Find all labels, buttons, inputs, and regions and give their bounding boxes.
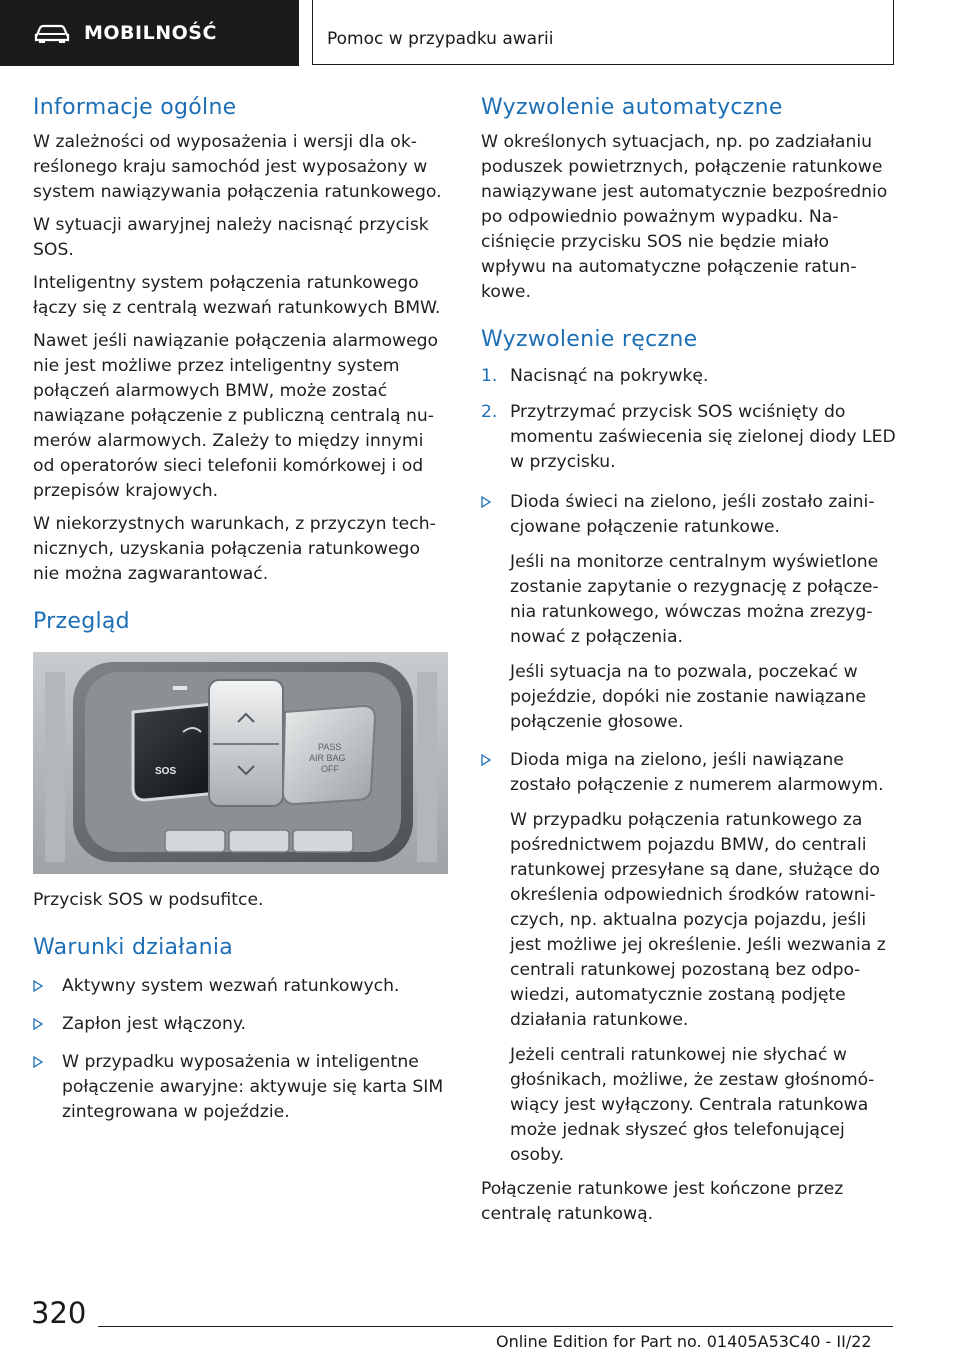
list-item-text: Dioda miga na zielono, jeśli nawiązane zostało połączenie z numerem alarmowym. <box>510 750 884 795</box>
step-item <box>481 400 896 475</box>
step-number: 1. <box>481 366 498 386</box>
heading-overview: Przegląd <box>33 609 130 634</box>
list-item-text: Dioda świeci na zielono, jeśli zostało zainicjowane połączenie ratunkowe. <box>510 492 875 537</box>
list-item-subtext: W przypadku połączenia ratunkowego za pośrednictwem pojazdu BMW, do centrali ratunkowej przesyłane są dane, służące do określenia odpowiednich środków ratowniczych, np. aktualna pozycja pojazdu, jeśli jest możliwe jej określenie. Jeśli wezwania z centrali ratunkowej pozostaną bez odpowiedzi, automatycznie zostaną podjęte działania ratunkowe. <box>510 810 886 1030</box>
triangle-bullet-icon <box>33 1056 43 1068</box>
paragraph: W określonych sytuacjach, np. po zadziałaniu poduszek powietrznych, połączenie ratunkowe nawiązywane jest automatycznie bezpośrednio po odpowiednio poważnym wypadku. Naciśnięcie przycisku SOS nie będzie miało wpływu na automatyczne połączenie ratunkowe. <box>481 132 888 302</box>
closing-paragraph: Połączenie ratunkowe jest kończone przez centralę ratunkową. <box>481 1179 844 1224</box>
paragraph: Nawet jeśli nawiązanie połączenia alarmowego nie jest możliwe przez inteligentny system połączeń alarmowych BMW, może zostać nawiązane połączenie z publiczną centralą numerów alarmowych. Zależy to między innymi od operatorów sieci telefonii komórkowej i od przepisów krajowych. <box>33 331 439 501</box>
list-item <box>481 490 896 735</box>
list-item <box>33 1050 448 1125</box>
list-item <box>481 748 896 1168</box>
step-item <box>481 364 896 389</box>
chapter-tab <box>312 0 894 65</box>
triangle-bullet-icon <box>33 980 43 992</box>
left-column <box>33 95 448 1138</box>
footer-divider <box>98 1326 893 1327</box>
list-item-text: Zapłon jest włączony. <box>62 1014 247 1034</box>
heading-conditions: Warunki działania <box>33 935 234 960</box>
paragraph: W niekorzystnych warunkach, z przyczyn technicznych, uzyskania połączenia ratunkowego nie można zagwarantować. <box>33 514 436 584</box>
list-item-subtext: Jeżeli centrali ratunkowej nie słychać w głośnikach, możliwe, że zestaw głośnomówiący jest wyłączony. Centrala ratunkowa może jednak słyszeć głos telefonującej osoby. <box>510 1045 875 1165</box>
car-icon <box>34 22 70 44</box>
list-item-text: W przypadku wyposażenia w inteligentne połączenie awaryjne: aktywuje się karta SIM zintegrowana w pojeździe. <box>62 1052 444 1122</box>
photo-caption: Przycisk SOS w podsufitce. <box>33 890 264 910</box>
status-list <box>481 490 896 1168</box>
list-item-subtext: Jeśli na monitorze centralnym wyświetlone zostanie zapytanie o rezygnację z połączenia ratunkowego, wówczas można zrezygnować z połączenia. <box>510 552 879 647</box>
triangle-bullet-icon <box>481 754 491 766</box>
paragraph: W sytuacji awaryjnej należy nacisnąć przycisk SOS. <box>33 215 429 260</box>
section-tab <box>0 0 299 66</box>
chapter-title: Pomoc w przypadku awarii <box>327 29 554 49</box>
sos-label: SOS <box>155 766 177 777</box>
page-number: 320 <box>31 1296 87 1330</box>
pass-label: PASS <box>318 742 342 752</box>
step-number: 2. <box>481 402 498 422</box>
sos-button-photo <box>33 652 448 874</box>
heading-general: Informacje ogólne <box>33 95 237 120</box>
list-item <box>33 1012 448 1037</box>
right-column <box>481 95 896 1227</box>
step-text: Przytrzymać przycisk SOS wciśnięty do momentu zaświecenia się zielonej diody LED w przycisku. <box>510 402 896 472</box>
edition-note: Online Edition for Part no. 01405A53C40 - II/22 <box>496 1332 872 1351</box>
heading-manual: Wyzwolenie ręczne <box>481 327 698 352</box>
triangle-bullet-icon <box>33 1018 43 1030</box>
step-text: Nacisnąć na pokrywkę. <box>510 366 709 386</box>
conditions-list <box>33 974 448 1125</box>
heading-auto: Wyzwolenie automatyczne <box>481 95 783 120</box>
section-label: MOBILNOŚĆ <box>84 22 217 44</box>
list-item <box>33 974 448 999</box>
paragraph: Inteligentny system połączenia ratunkowego łączy się z centralą wezwań ratunkowych BMW. <box>33 273 441 318</box>
list-item-subtext: Jeśli sytuacja na to pozwala, poczekać w pojeździe, dopóki nie zostanie nawiązane połączenie głosowe. <box>510 662 867 732</box>
triangle-bullet-icon <box>481 496 491 508</box>
list-item-text: Aktywny system wezwań ratunkowych. <box>62 976 400 996</box>
airbag-label: AIR BAG <box>309 753 346 763</box>
paragraph: W zależności od wyposażenia i wersji dla określonego kraju samochód jest wyposażony w system nawiązywania połączenia ratunkowego. <box>33 132 442 202</box>
off-label: OFF <box>321 764 339 774</box>
manual-steps <box>481 364 896 475</box>
